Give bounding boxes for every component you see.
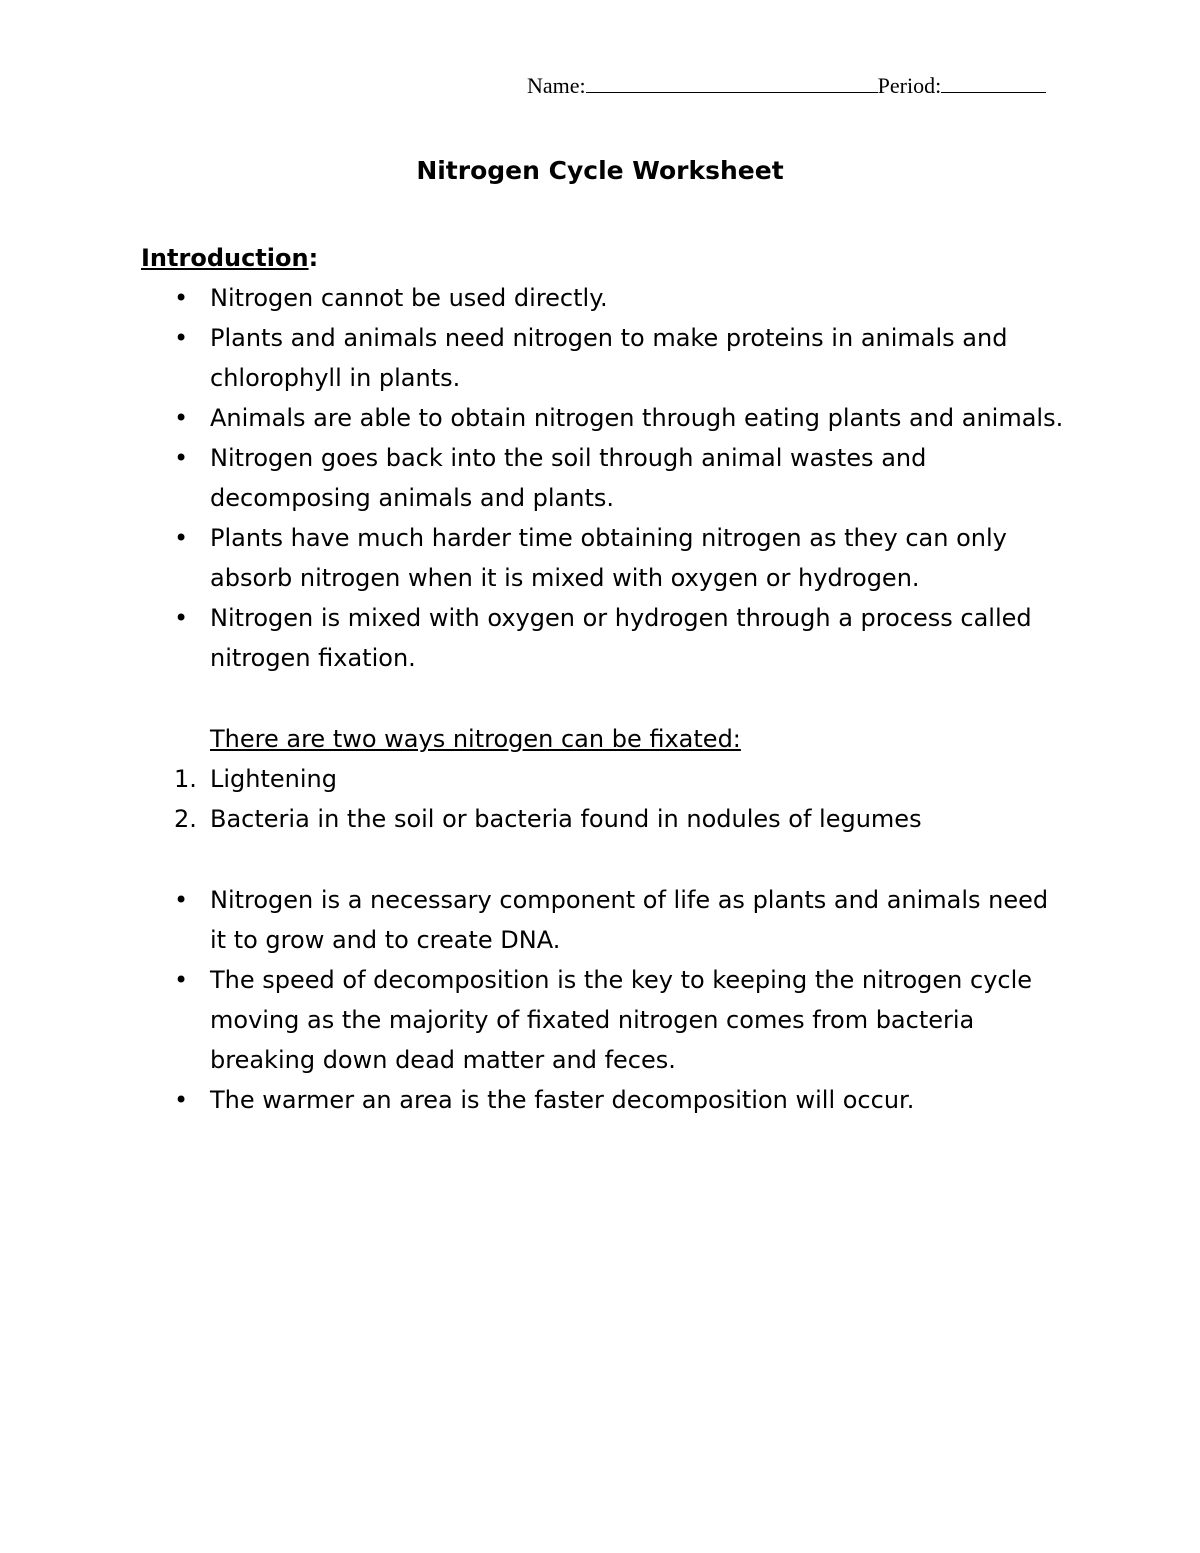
introduction-bullet-list <box>141 278 1071 678</box>
list-item: • The warmer an area is the faster decomposition will occur. <box>141 1080 1071 1120</box>
introduction-heading <box>141 238 1071 278</box>
list-item: • Nitrogen is mixed with oxygen or hydrogen through a process called nitrogen fixation. <box>141 598 1071 678</box>
worksheet-body <box>141 238 1071 1120</box>
list-item <box>141 799 1071 839</box>
name-blank-line <box>586 72 878 93</box>
list-item: • Plants and animals need nitrogen to make proteins in animals and chlorophyll in plants. <box>141 318 1071 398</box>
list-item-number: 2. <box>174 805 197 833</box>
list-item-text: Bacteria in the soil or bacteria found in nodules of legumes <box>210 805 922 833</box>
list-item: • Nitrogen is a necessary component of life as plants and animals need it to grow and to create DNA. <box>141 880 1071 960</box>
list-item <box>141 759 1071 799</box>
spacer <box>141 839 1071 880</box>
list-item: • Plants have much harder time obtaining nitrogen as they can only absorb nitrogen when it is mixed with oxygen or hydrogen. <box>141 518 1071 598</box>
list-item: • Nitrogen goes back into the soil through animal wastes and decomposing animals and plants. <box>141 438 1071 518</box>
worksheet-title: Nitrogen Cycle Worksheet <box>416 156 784 185</box>
name-label: Name: <box>527 73 586 98</box>
list-item-text: Lightening <box>210 765 337 793</box>
introduction-heading-colon: : <box>308 244 319 272</box>
name-period-header <box>527 72 1046 100</box>
fixation-numbered-list <box>141 759 1071 839</box>
list-item: • Animals are able to obtain nitrogen through eating plants and animals. <box>141 398 1071 438</box>
introduction-heading-text: Introduction <box>141 244 309 272</box>
list-item-number: 1. <box>174 765 197 793</box>
list-item: • Nitrogen cannot be used directly. <box>141 278 1071 318</box>
closing-bullet-list <box>141 880 1071 1120</box>
period-label: Period: <box>877 73 942 98</box>
period-blank-line <box>941 72 1046 93</box>
fixation-subheading: There are two ways nitrogen can be fixated: <box>210 725 741 753</box>
list-item: • The speed of decomposition is the key to keeping the nitrogen cycle moving as the majority of fixated nitrogen comes from bacteria breaking down dead matter and feces. <box>141 960 1071 1080</box>
